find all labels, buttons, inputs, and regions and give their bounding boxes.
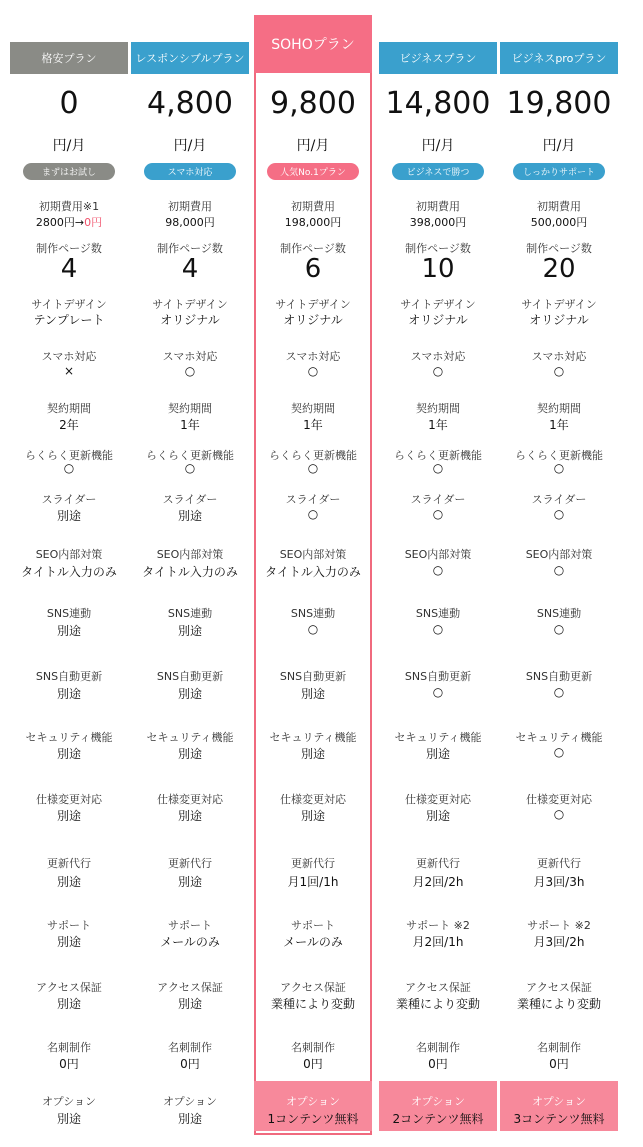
sns-label: SNS連動 — [46, 607, 92, 620]
update-value: 別途 — [56, 875, 81, 889]
term-value: 2年 — [59, 418, 79, 432]
snsauto-label: SNS自動更新 — [279, 670, 347, 683]
easy-label: らくらく更新機能 — [25, 449, 113, 462]
design-value: オリジナル — [529, 313, 589, 327]
plan-badge: スマホ対応 — [144, 163, 236, 180]
easy-label: らくらく更新機能 — [269, 449, 357, 462]
support-value: 別途 — [56, 935, 81, 949]
slider-value: 別途 — [56, 509, 81, 523]
security-label: セキュリティ機能 — [146, 731, 234, 744]
initial-cost-label: 初期費用 — [537, 200, 581, 213]
slider-value: ○ — [553, 507, 565, 521]
support-label: サポート ※2 — [527, 919, 591, 932]
snsauto-label: SNS自動更新 — [156, 670, 224, 683]
sns-label: SNS連動 — [167, 607, 213, 620]
seo-label: SEO内部対策 — [525, 548, 593, 561]
access-value: 業種により変動 — [270, 997, 355, 1011]
initial-cost-original: 198,000円 — [284, 216, 342, 229]
security-label: セキュリティ機能 — [25, 731, 113, 744]
plan-column-4 — [500, 0, 618, 1147]
easy-label: らくらく更新機能 — [146, 449, 234, 462]
term-label: 契約期間 — [416, 402, 460, 415]
update-label: 更新代行 — [47, 857, 91, 870]
card-label: 名刺制作 — [291, 1041, 335, 1054]
sns-value: ○ — [432, 622, 444, 636]
support-label: サポート ※2 — [406, 919, 470, 932]
initial-cost-original: 2800円→ — [35, 216, 85, 229]
initial-cost-value — [500, 214, 618, 230]
slider-label: スライダー — [285, 493, 341, 506]
slider-label: スライダー — [162, 493, 218, 506]
spec-value: 別途 — [300, 809, 325, 823]
access-label: アクセス保証 — [405, 981, 471, 994]
design-value: オリジナル — [408, 313, 468, 327]
spec-value: ○ — [553, 807, 565, 821]
slider-value: ○ — [432, 507, 444, 521]
plan-name[interactable]: ビジネスプラン — [379, 42, 497, 74]
option-value: 2コンテンツ無料 — [392, 1112, 484, 1126]
term-label: 契約期間 — [537, 402, 581, 415]
option-label: オプション — [410, 1095, 465, 1108]
update-value: 別途 — [177, 875, 202, 889]
snsauto-value: 別途 — [56, 687, 81, 701]
access-value: 別途 — [177, 997, 202, 1011]
sns-label: SNS連動 — [415, 607, 461, 620]
slider-value: ○ — [307, 507, 319, 521]
price-unit: 円/月 — [52, 138, 86, 154]
initial-cost-label: 初期費用 — [291, 200, 335, 213]
spec-label: 仕様変更対応 — [36, 793, 102, 806]
plan-price: 4,800 — [147, 86, 233, 121]
access-label: アクセス保証 — [36, 981, 102, 994]
initial-cost-discounted: 0円 — [84, 216, 103, 229]
plan-column-3 — [379, 0, 497, 1147]
price-unit: 円/月 — [421, 138, 455, 154]
initial-cost-original: 398,000円 — [409, 216, 467, 229]
design-label: サイトデザイン — [400, 298, 476, 311]
initial-cost-label: 初期費用 — [416, 200, 460, 213]
option-value: 3コンテンツ無料 — [513, 1112, 605, 1126]
pages-value: 6 — [304, 254, 322, 284]
plan-name[interactable]: 格安プラン — [10, 42, 128, 74]
mobile-label: スマホ対応 — [531, 350, 587, 363]
term-value: 1年 — [180, 418, 200, 432]
term-label: 契約期間 — [291, 402, 335, 415]
card-value: 0円 — [59, 1057, 79, 1071]
term-label: 契約期間 — [168, 402, 212, 415]
option-label: オプション — [531, 1095, 586, 1108]
card-label: 名刺制作 — [168, 1041, 212, 1054]
spec-label: 仕様変更対応 — [280, 793, 346, 806]
security-label: セキュリティ機能 — [515, 731, 603, 744]
mobile-label: スマホ対応 — [41, 350, 97, 363]
spec-label: 仕様変更対応 — [157, 793, 223, 806]
plan-name[interactable]: ビジネスproプラン — [500, 42, 618, 74]
initial-cost-value — [379, 214, 497, 230]
update-label: 更新代行 — [416, 857, 460, 870]
pages-label: 制作ページ数 — [36, 242, 102, 255]
support-value: メールのみ — [283, 935, 343, 949]
mobile-value: ○ — [553, 364, 565, 378]
access-value: 業種により変動 — [516, 997, 601, 1011]
easy-value: ○ — [553, 461, 565, 475]
snsauto-label: SNS自動更新 — [35, 670, 103, 683]
pages-label: 制作ページ数 — [526, 242, 592, 255]
slider-label: スライダー — [41, 493, 97, 506]
snsauto-label: SNS自動更新 — [525, 670, 593, 683]
card-value: 0円 — [428, 1057, 448, 1071]
support-label: サポート — [47, 919, 91, 932]
update-label: 更新代行 — [537, 857, 581, 870]
card-label: 名刺制作 — [416, 1041, 460, 1054]
initial-cost-label: 初期費用 — [168, 200, 212, 213]
plan-name[interactable]: レスポンシブルプラン — [131, 42, 249, 74]
design-value: オリジナル — [160, 313, 220, 327]
mobile-value: × — [63, 364, 75, 378]
price-unit: 円/月 — [542, 138, 576, 154]
pages-label: 制作ページ数 — [280, 242, 346, 255]
easy-value: ○ — [432, 461, 444, 475]
security-value: 別途 — [56, 747, 81, 761]
update-label: 更新代行 — [291, 857, 335, 870]
sns-value: ○ — [553, 622, 565, 636]
option-value: 別途 — [56, 1112, 81, 1126]
option-label: オプション — [41, 1095, 96, 1108]
plan-price: 19,800 — [506, 86, 612, 121]
initial-cost-value — [254, 214, 372, 230]
option-label: オプション — [285, 1095, 340, 1108]
design-label: サイトデザイン — [521, 298, 597, 311]
update-label: 更新代行 — [168, 857, 212, 870]
easy-label: らくらく更新機能 — [515, 449, 603, 462]
pages-value: 20 — [542, 254, 576, 284]
option-value: 別途 — [177, 1112, 202, 1126]
sns-label: SNS連動 — [536, 607, 582, 620]
support-label: サポート — [168, 919, 212, 932]
easy-value: ○ — [63, 461, 75, 475]
seo-value: タイトル入力のみ — [21, 565, 117, 579]
spec-value: 別途 — [177, 809, 202, 823]
mobile-value: ○ — [307, 364, 319, 378]
plan-badge: しっかりサポート — [513, 163, 605, 180]
spec-label: 仕様変更対応 — [526, 793, 592, 806]
plan-badge: まずはお試し — [23, 163, 115, 180]
mobile-label: スマホ対応 — [410, 350, 466, 363]
plan-price: 0 — [59, 86, 79, 121]
card-value: 0円 — [180, 1057, 200, 1071]
seo-value: タイトル入力のみ — [265, 565, 361, 579]
security-value: 別途 — [300, 747, 325, 761]
access-label: アクセス保証 — [157, 981, 223, 994]
security-value: 別途 — [425, 747, 450, 761]
access-label: アクセス保証 — [526, 981, 592, 994]
plan-column-0 — [10, 0, 128, 1147]
term-value: 1年 — [428, 418, 448, 432]
easy-label: らくらく更新機能 — [394, 449, 482, 462]
card-value: 0円 — [549, 1057, 569, 1071]
design-label: サイトデザイン — [31, 298, 107, 311]
pages-value: 4 — [60, 254, 78, 284]
initial-cost-original: 500,000円 — [530, 216, 588, 229]
security-value: ○ — [553, 745, 565, 759]
term-value: 1年 — [549, 418, 569, 432]
support-label: サポート — [291, 919, 335, 932]
option-label: オプション — [162, 1095, 217, 1108]
seo-label: SEO内部対策 — [156, 548, 224, 561]
pages-label: 制作ページ数 — [405, 242, 471, 255]
initial-cost-value — [10, 214, 128, 230]
design-value: オリジナル — [283, 313, 343, 327]
card-value: 0円 — [303, 1057, 323, 1071]
seo-value: タイトル入力のみ — [142, 565, 238, 579]
pages-label: 制作ページ数 — [157, 242, 223, 255]
card-label: 名刺制作 — [47, 1041, 91, 1054]
term-label: 契約期間 — [47, 402, 91, 415]
security-label: セキュリティ機能 — [269, 731, 357, 744]
plan-price: 14,800 — [385, 86, 491, 121]
option-value: 1コンテンツ無料 — [267, 1112, 359, 1126]
spec-value: 別途 — [425, 809, 450, 823]
snsauto-value: ○ — [432, 685, 444, 699]
update-value: 月1回/1h — [287, 875, 339, 889]
mobile-label: スマホ対応 — [285, 350, 341, 363]
plan-name[interactable]: SOHOプラン — [254, 15, 372, 73]
price-unit: 円/月 — [173, 138, 207, 154]
snsauto-value: 別途 — [177, 687, 202, 701]
access-value: 別途 — [56, 997, 81, 1011]
mobile-value: ○ — [184, 364, 196, 378]
snsauto-value: 別途 — [300, 687, 325, 701]
plan-column-1 — [131, 0, 249, 1147]
slider-value: 別途 — [177, 509, 202, 523]
initial-cost-label: 初期費用※1 — [38, 200, 100, 213]
plan-badge: ビジネスで勝つ — [392, 163, 484, 180]
snsauto-label: SNS自動更新 — [404, 670, 472, 683]
easy-value: ○ — [184, 461, 196, 475]
seo-value: ○ — [432, 563, 444, 577]
sns-value: ○ — [307, 622, 319, 636]
seo-label: SEO内部対策 — [404, 548, 472, 561]
access-label: アクセス保証 — [280, 981, 346, 994]
pages-value: 10 — [421, 254, 455, 284]
sns-value: 別途 — [56, 624, 81, 638]
plan-column-2 — [254, 0, 372, 1147]
security-label: セキュリティ機能 — [394, 731, 482, 744]
spec-value: 別途 — [56, 809, 81, 823]
price-unit: 円/月 — [296, 138, 330, 154]
design-value: テンプレート — [33, 313, 105, 327]
support-value: 月2回/1h — [412, 935, 464, 949]
snsauto-value: ○ — [553, 685, 565, 699]
plan-price: 9,800 — [270, 86, 356, 121]
support-value: メールのみ — [160, 935, 220, 949]
seo-label: SEO内部対策 — [35, 548, 103, 561]
design-label: サイトデザイン — [275, 298, 351, 311]
initial-cost-value — [131, 214, 249, 230]
seo-label: SEO内部対策 — [279, 548, 347, 561]
plan-badge: 人気No.1プラン — [267, 163, 359, 180]
update-value: 月2回/2h — [412, 875, 464, 889]
sns-value: 別途 — [177, 624, 202, 638]
slider-label: スライダー — [410, 493, 466, 506]
easy-value: ○ — [307, 461, 319, 475]
security-value: 別途 — [177, 747, 202, 761]
design-label: サイトデザイン — [152, 298, 228, 311]
support-value: 月3回/2h — [533, 935, 585, 949]
update-value: 月3回/3h — [533, 875, 585, 889]
mobile-value: ○ — [432, 364, 444, 378]
term-value: 1年 — [303, 418, 323, 432]
access-value: 業種により変動 — [395, 997, 480, 1011]
card-label: 名刺制作 — [537, 1041, 581, 1054]
seo-value: ○ — [553, 563, 565, 577]
slider-label: スライダー — [531, 493, 587, 506]
mobile-label: スマホ対応 — [162, 350, 218, 363]
spec-label: 仕様変更対応 — [405, 793, 471, 806]
initial-cost-original: 98,000円 — [165, 216, 215, 229]
sns-label: SNS連動 — [290, 607, 336, 620]
pages-value: 4 — [181, 254, 199, 284]
